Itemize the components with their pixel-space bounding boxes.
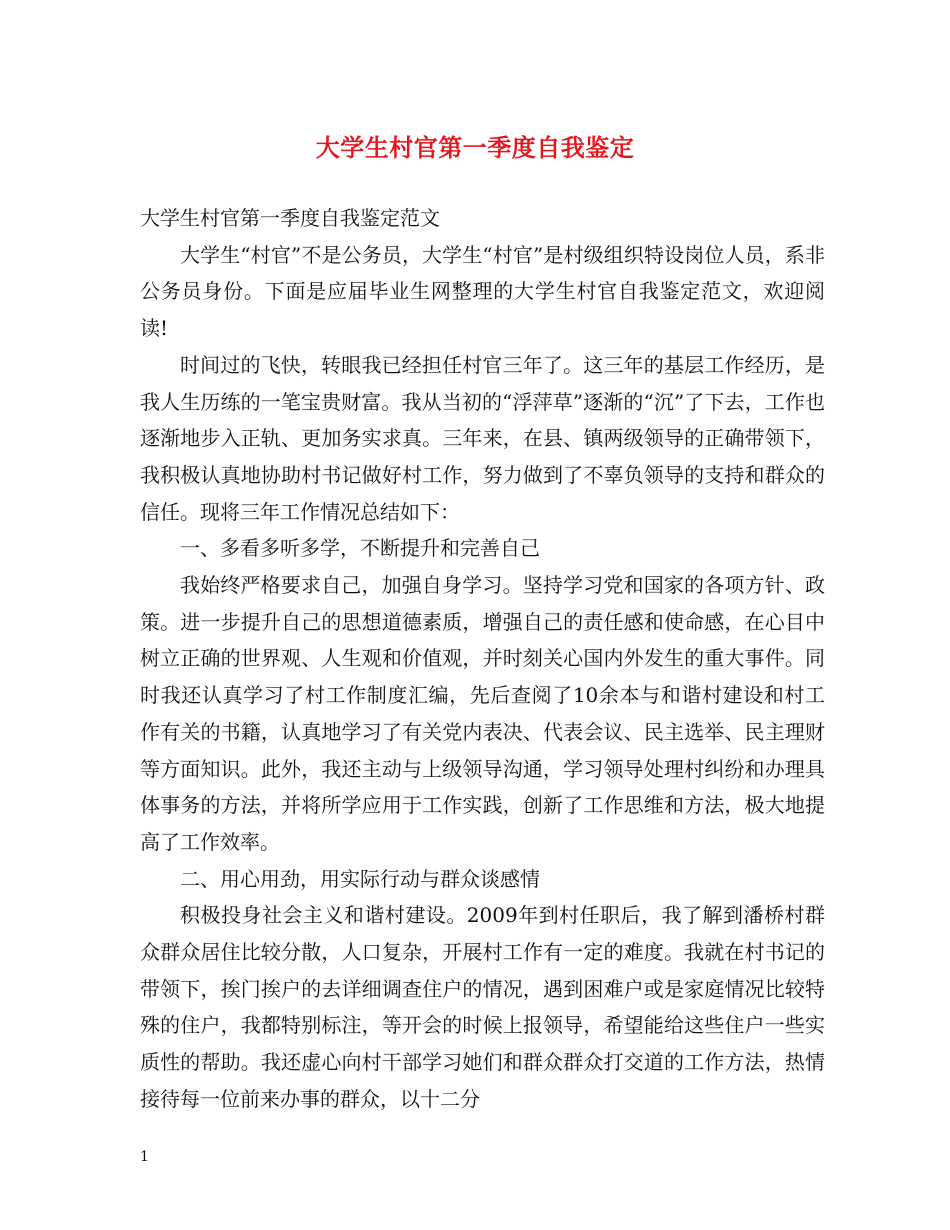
document-title: 大学生村官第一季度自我鉴定 bbox=[315, 133, 635, 162]
body-paragraph: 我始终严格要求自己，加强自身学习。坚持学习党和国家的各项方针、政策。进一步提升自己的思想道德素质，增强自己的责任感和使命感，在心目中树立正确的世界观、人生观和价值观，并时刻关心国内外发生的重大事件。同时我还认真学习了村工作制度汇编，先后查阅了10余本与和谐村建设和村工作有关的书籍，认真地学习了有关党内表决、代表会议、民主选举、民主理财等方面知识。此外，我还主动与上级领导沟通，学习领导处理村纠纷和办理具体事务的方法，并将所学应用于工作实践，创新了工作思维和方法，极大地提高了工作效率。 bbox=[140, 573, 825, 854]
page-number: 1 bbox=[140, 1149, 149, 1165]
body-paragraph: 时间过的飞快，转眼我已经担任村官三年了。这三年的基层工作经历，是我人生历练的一笔宝贵财富。我从当初的“浮萍草”逐渐的“沉”了下去，工作也逐渐地步入正轨、更加务实求真。三年来，在县、镇两级领导的正确带领下，我积极认真地协助村书记做好村工作，努力做到了不辜负领导的支持和群众的信任。现将三年工作情况总结如下： bbox=[140, 352, 825, 524]
document-body bbox=[140, 200, 825, 1118]
subtitle-paragraph: 大学生村官第一季度自我鉴定范文 bbox=[140, 206, 440, 230]
section-heading: 二、用心用劲，用实际行动与群众谈感情 bbox=[180, 866, 540, 891]
section-heading: 一、多看多听多学，不断提升和完善自己 bbox=[180, 536, 540, 561]
body-paragraph: 大学生“村官”不是公务员，大学生“村官”是村级组织特设岗位人员，系非公务员身份。下面是应届毕业生网整理的大学生村官自我鉴定范文，欢迎阅读! bbox=[140, 242, 825, 341]
body-paragraph: 积极投身社会主义和谐村建设。2009年到村任职后，我了解到潘桥村群众群众居住比较分散，人口复杂，开展村工作有一定的难度。我就在村书记的带领下，挨门挨户的去详细调查住户的情况，遇到困难户或是家庭情况比较特殊的住户，我都特别标注，等开会的时候上报领导，希望能给这些住户一些实质性的帮助。我还虚心向村干部学习她们和群众群众打交道的工作方法，热情接待每一位前来办事的群众，以十二分 bbox=[140, 903, 825, 1111]
